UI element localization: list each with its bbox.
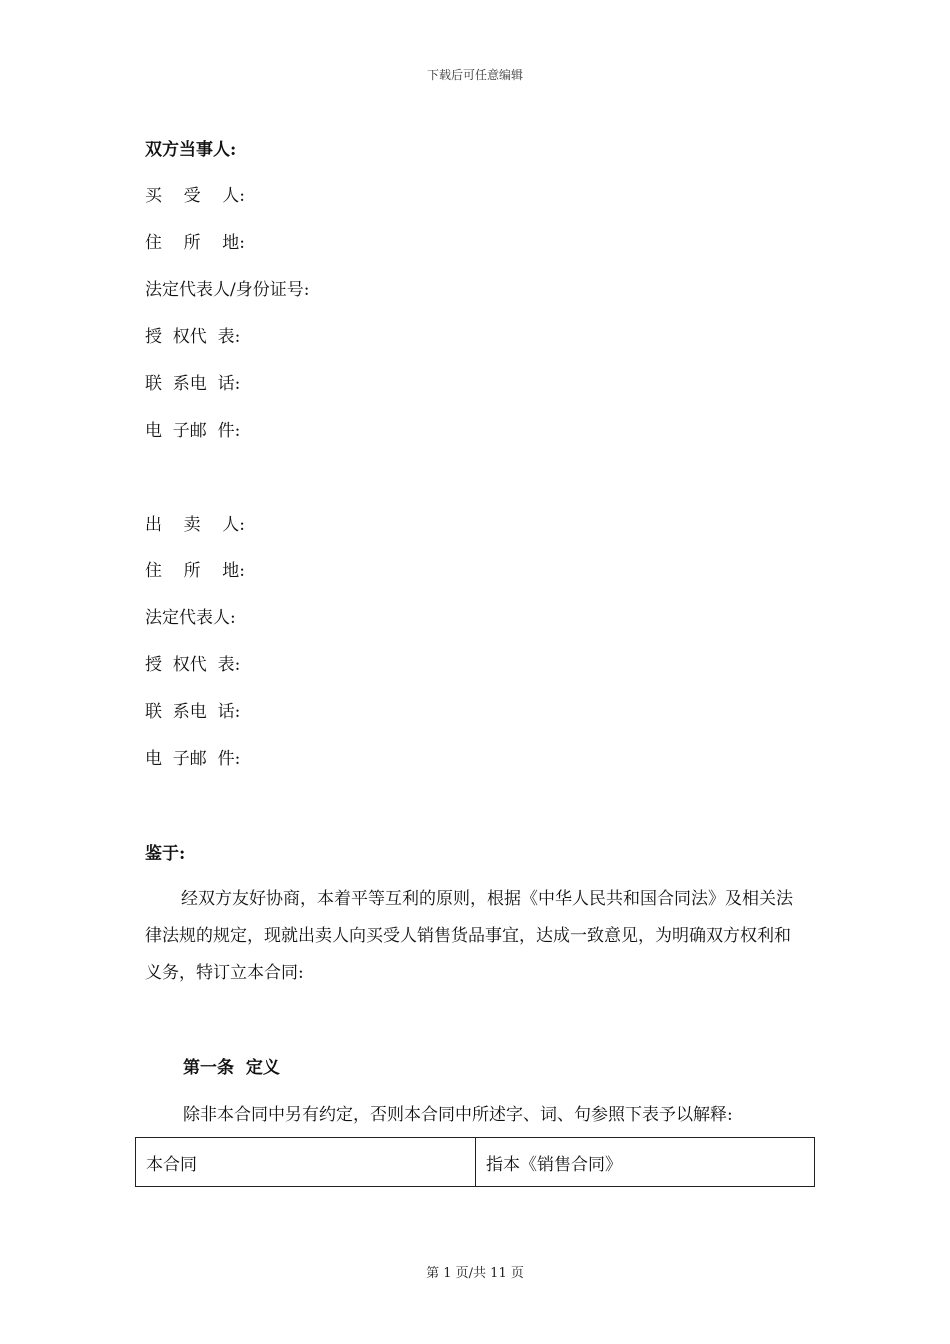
seller-email-label: 电 子邮 件: — [145, 749, 241, 769]
seller-name-label: 出 卖 人: — [145, 515, 245, 535]
recitals-title: 鉴于: — [145, 844, 186, 864]
article1-heading: 第一条 定义 — [183, 1058, 280, 1078]
buyer-legal-rep-label: 法定代表人/身份证号: — [145, 280, 310, 300]
seller-address-label: 住 所 地: — [145, 561, 245, 581]
seller-authorized-rep-label: 授 权代 表: — [145, 655, 241, 675]
seller-phone-label: 联 系电 话: — [145, 702, 241, 722]
buyer-phone-label: 联 系电 话: — [145, 374, 241, 394]
buyer-name-label: 买 受 人: — [145, 186, 245, 206]
article1-intro: 除非本合同中另有约定，否则本合同中所述字、词、句参照下表予以解释: — [183, 1105, 733, 1125]
buyer-email-label: 电 子邮 件: — [145, 421, 241, 441]
parties-title: 双方当事人: — [145, 140, 237, 160]
buyer-authorized-rep-label: 授 权代 表: — [145, 327, 241, 347]
seller-legal-rep-label: 法定代表人: — [145, 608, 236, 628]
definitions-table — [135, 1137, 815, 1187]
page-footer: 第 1 页/共 11 页 — [426, 1266, 524, 1281]
recitals-body — [145, 881, 805, 992]
definition-term-cell: 本合同 — [136, 1138, 476, 1187]
definition-meaning-cell: 指本《销售合同》 — [476, 1138, 815, 1187]
page-header: 下载后可任意编辑 — [426, 68, 523, 82]
buyer-address-label: 住 所 地: — [145, 233, 245, 253]
table-row — [136, 1138, 815, 1187]
recitals-paragraph: 经双方友好协商，本着平等互利的原则，根据《中华人民共和国合同法》及相关法律法规的规定，现就出卖人向买受人销售货品事宜，达成一致意见，为明确双方权利和义务，特订立本合同: — [145, 889, 793, 983]
